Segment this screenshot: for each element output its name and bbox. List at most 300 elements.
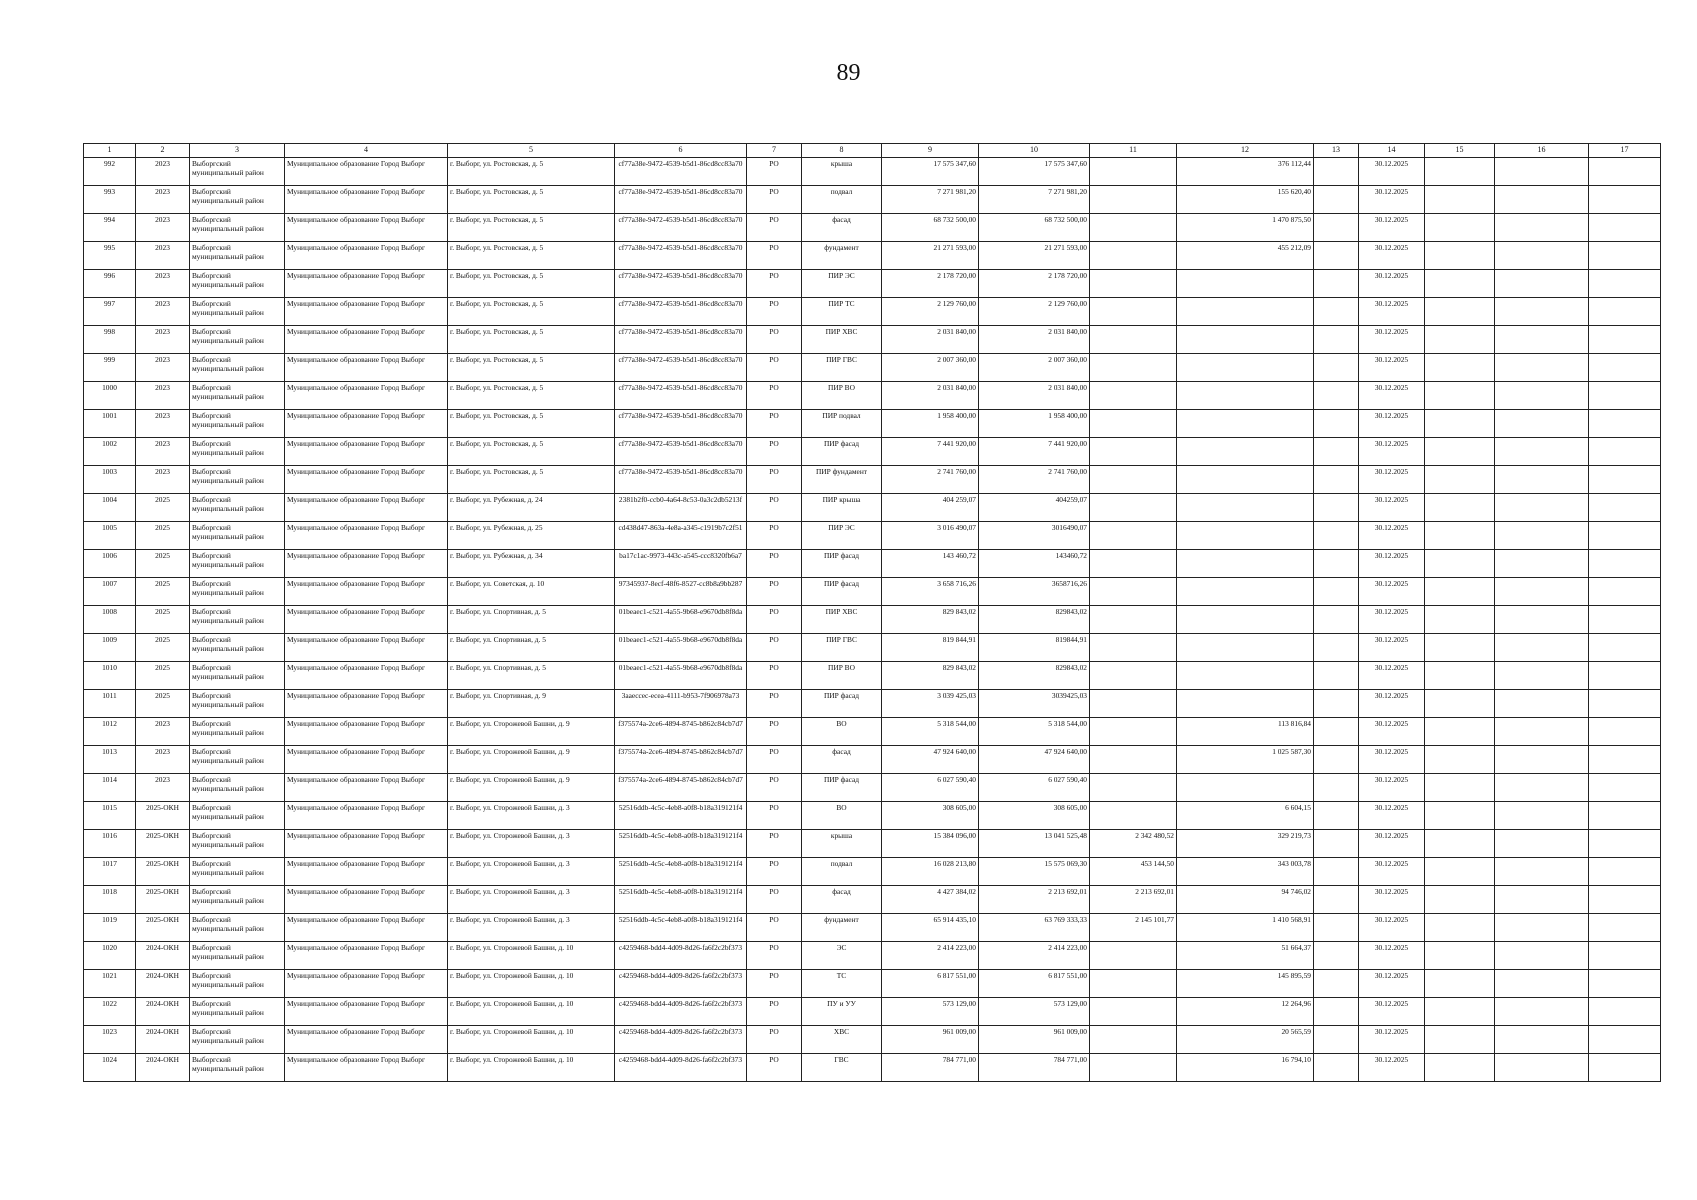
cell-col-16 bbox=[1495, 466, 1589, 494]
cell-col-7: РО bbox=[747, 354, 802, 382]
cell-col-6: 01beaec1-c521-4a55-9b68-e9670db8f8da bbox=[615, 662, 747, 690]
cell-col-16 bbox=[1495, 158, 1589, 186]
cell-col-16 bbox=[1495, 914, 1589, 942]
cell-col-8: фундамент bbox=[802, 242, 882, 270]
cell-col-4: Муниципальное образование Город Выборг bbox=[285, 578, 448, 606]
cell-col-8: ПУ и УУ bbox=[802, 998, 882, 1026]
column-header-17: 17 bbox=[1589, 144, 1661, 158]
cell-col-12 bbox=[1177, 270, 1314, 298]
cell-col-2: 2023 bbox=[136, 270, 190, 298]
cell-col-12 bbox=[1177, 690, 1314, 718]
cell-col-4: Муниципальное образование Город Выборг bbox=[285, 718, 448, 746]
cell-col-9: 21 271 593,00 bbox=[882, 242, 979, 270]
cell-col-17 bbox=[1589, 830, 1661, 858]
cell-col-15 bbox=[1425, 1026, 1495, 1054]
cell-col-6: 52516ddb-4c5c-4eb8-a0f8-b18a319121f4 bbox=[615, 830, 747, 858]
cell-col-16 bbox=[1495, 242, 1589, 270]
cell-col-2: 2025-ОКН bbox=[136, 830, 190, 858]
cell-col-2: 2023 bbox=[136, 438, 190, 466]
cell-col-15 bbox=[1425, 830, 1495, 858]
cell-col-8: ПИР ЭС bbox=[802, 270, 882, 298]
cell-col-6: cf77a38e-9472-4539-b5d1-86cd8cc83a70 bbox=[615, 298, 747, 326]
cell-col-10: 68 732 500,00 bbox=[979, 214, 1090, 242]
cell-col-1: 1018 bbox=[84, 886, 136, 914]
cell-col-14: 30.12.2025 bbox=[1359, 886, 1425, 914]
table-row bbox=[84, 914, 1661, 942]
cell-col-17 bbox=[1589, 774, 1661, 802]
cell-col-4: Муниципальное образование Город Выборг bbox=[285, 270, 448, 298]
cell-col-13 bbox=[1314, 354, 1359, 382]
table-row bbox=[84, 718, 1661, 746]
cell-col-10: 784 771,00 bbox=[979, 1054, 1090, 1082]
cell-col-7: РО bbox=[747, 718, 802, 746]
cell-col-15 bbox=[1425, 466, 1495, 494]
cell-col-14: 30.12.2025 bbox=[1359, 438, 1425, 466]
cell-col-15 bbox=[1425, 242, 1495, 270]
cell-col-1: 992 bbox=[84, 158, 136, 186]
cell-col-2: 2024-ОКН bbox=[136, 998, 190, 1026]
cell-col-1: 1022 bbox=[84, 998, 136, 1026]
cell-col-1: 1024 bbox=[84, 1054, 136, 1082]
cell-col-1: 1020 bbox=[84, 942, 136, 970]
cell-col-5: г. Выборг, ул. Ростовская, д. 5 bbox=[448, 326, 615, 354]
table-row bbox=[84, 634, 1661, 662]
cell-col-3: Выборгский муниципальный район bbox=[190, 774, 285, 802]
cell-col-9: 65 914 435,10 bbox=[882, 914, 979, 942]
cell-col-4: Муниципальное образование Город Выборг bbox=[285, 802, 448, 830]
cell-col-3: Выборгский муниципальный район bbox=[190, 298, 285, 326]
cell-col-4: Муниципальное образование Город Выборг bbox=[285, 970, 448, 998]
cell-col-9: 17 575 347,60 bbox=[882, 158, 979, 186]
cell-col-14: 30.12.2025 bbox=[1359, 914, 1425, 942]
cell-col-4: Муниципальное образование Город Выборг bbox=[285, 746, 448, 774]
cell-col-15 bbox=[1425, 690, 1495, 718]
cell-col-13 bbox=[1314, 522, 1359, 550]
cell-col-4: Муниципальное образование Город Выборг bbox=[285, 158, 448, 186]
cell-col-8: ВО bbox=[802, 802, 882, 830]
cell-col-2: 2023 bbox=[136, 354, 190, 382]
cell-col-7: РО bbox=[747, 662, 802, 690]
cell-col-4: Муниципальное образование Город Выборг bbox=[285, 662, 448, 690]
cell-col-16 bbox=[1495, 382, 1589, 410]
cell-col-2: 2025 bbox=[136, 634, 190, 662]
cell-col-10: 3658716,26 bbox=[979, 578, 1090, 606]
cell-col-8: подвал bbox=[802, 186, 882, 214]
cell-col-17 bbox=[1589, 186, 1661, 214]
cell-col-6: c4259468-bdd4-4d09-8d26-fa6f2c2bf373 bbox=[615, 1026, 747, 1054]
cell-col-1: 1023 bbox=[84, 1026, 136, 1054]
cell-col-4: Муниципальное образование Город Выборг bbox=[285, 242, 448, 270]
cell-col-12 bbox=[1177, 578, 1314, 606]
cell-col-8: фасад bbox=[802, 746, 882, 774]
cell-col-14: 30.12.2025 bbox=[1359, 858, 1425, 886]
cell-col-16 bbox=[1495, 578, 1589, 606]
cell-col-14: 30.12.2025 bbox=[1359, 1054, 1425, 1082]
cell-col-2: 2023 bbox=[136, 326, 190, 354]
cell-col-8: ПИР фасад bbox=[802, 578, 882, 606]
cell-col-9: 15 384 096,00 bbox=[882, 830, 979, 858]
cell-col-16 bbox=[1495, 438, 1589, 466]
cell-col-1: 1003 bbox=[84, 466, 136, 494]
cell-col-14: 30.12.2025 bbox=[1359, 830, 1425, 858]
cell-col-3: Выборгский муниципальный район bbox=[190, 634, 285, 662]
cell-col-4: Муниципальное образование Город Выборг bbox=[285, 354, 448, 382]
cell-col-8: ВО bbox=[802, 718, 882, 746]
cell-col-15 bbox=[1425, 186, 1495, 214]
cell-col-4: Муниципальное образование Город Выборг bbox=[285, 690, 448, 718]
cell-col-6: c4259468-bdd4-4d09-8d26-fa6f2c2bf373 bbox=[615, 998, 747, 1026]
cell-col-15 bbox=[1425, 886, 1495, 914]
cell-col-8: ПИР фундамент bbox=[802, 466, 882, 494]
cell-col-9: 2 129 760,00 bbox=[882, 298, 979, 326]
cell-col-14: 30.12.2025 bbox=[1359, 410, 1425, 438]
cell-col-4: Муниципальное образование Город Выборг bbox=[285, 186, 448, 214]
cell-col-10: 7 441 920,00 bbox=[979, 438, 1090, 466]
cell-col-2: 2023 bbox=[136, 298, 190, 326]
cell-col-1: 1016 bbox=[84, 830, 136, 858]
cell-col-2: 2025 bbox=[136, 522, 190, 550]
cell-col-14: 30.12.2025 bbox=[1359, 774, 1425, 802]
cell-col-17 bbox=[1589, 746, 1661, 774]
cell-col-15 bbox=[1425, 998, 1495, 1026]
cell-col-13 bbox=[1314, 242, 1359, 270]
table-row bbox=[84, 494, 1661, 522]
cell-col-17 bbox=[1589, 382, 1661, 410]
cell-col-16 bbox=[1495, 550, 1589, 578]
cell-col-10: 7 271 981,20 bbox=[979, 186, 1090, 214]
cell-col-10: 819844,91 bbox=[979, 634, 1090, 662]
cell-col-9: 819 844,91 bbox=[882, 634, 979, 662]
cell-col-3: Выборгский муниципальный район bbox=[190, 550, 285, 578]
cell-col-10: 1 958 400,00 bbox=[979, 410, 1090, 438]
cell-col-13 bbox=[1314, 578, 1359, 606]
column-header-14: 14 bbox=[1359, 144, 1425, 158]
cell-col-14: 30.12.2025 bbox=[1359, 270, 1425, 298]
cell-col-13 bbox=[1314, 942, 1359, 970]
cell-col-12 bbox=[1177, 774, 1314, 802]
cell-col-6: c4259468-bdd4-4d09-8d26-fa6f2c2bf373 bbox=[615, 1054, 747, 1082]
cell-col-9: 829 843,02 bbox=[882, 662, 979, 690]
column-header-4: 4 bbox=[285, 144, 448, 158]
cell-col-1: 994 bbox=[84, 214, 136, 242]
cell-col-13 bbox=[1314, 662, 1359, 690]
cell-col-12: 51 664,37 bbox=[1177, 942, 1314, 970]
table-row bbox=[84, 354, 1661, 382]
cell-col-4: Муниципальное образование Город Выборг bbox=[285, 438, 448, 466]
cell-col-15 bbox=[1425, 214, 1495, 242]
cell-col-12: 1 470 875,50 bbox=[1177, 214, 1314, 242]
cell-col-14: 30.12.2025 bbox=[1359, 606, 1425, 634]
cell-col-4: Муниципальное образование Город Выборг bbox=[285, 774, 448, 802]
cell-col-11 bbox=[1090, 214, 1177, 242]
cell-col-15 bbox=[1425, 382, 1495, 410]
cell-col-15 bbox=[1425, 718, 1495, 746]
cell-col-12 bbox=[1177, 634, 1314, 662]
column-header-10: 10 bbox=[979, 144, 1090, 158]
cell-col-11 bbox=[1090, 746, 1177, 774]
cell-col-6: 01beaec1-c521-4a55-9b68-e9670db8f8da bbox=[615, 606, 747, 634]
cell-col-3: Выборгский муниципальный район bbox=[190, 830, 285, 858]
cell-col-11 bbox=[1090, 550, 1177, 578]
cell-col-16 bbox=[1495, 410, 1589, 438]
cell-col-13 bbox=[1314, 1026, 1359, 1054]
cell-col-8: ЭС bbox=[802, 942, 882, 970]
cell-col-2: 2023 bbox=[136, 746, 190, 774]
cell-col-13 bbox=[1314, 998, 1359, 1026]
table-row bbox=[84, 550, 1661, 578]
cell-col-12 bbox=[1177, 410, 1314, 438]
cell-col-16 bbox=[1495, 886, 1589, 914]
cell-col-16 bbox=[1495, 354, 1589, 382]
cell-col-12: 145 895,59 bbox=[1177, 970, 1314, 998]
cell-col-11 bbox=[1090, 1026, 1177, 1054]
cell-col-10: 2 213 692,01 bbox=[979, 886, 1090, 914]
cell-col-3: Выборгский муниципальный район bbox=[190, 662, 285, 690]
cell-col-8: фасад bbox=[802, 886, 882, 914]
cell-col-17 bbox=[1589, 354, 1661, 382]
cell-col-7: РО bbox=[747, 606, 802, 634]
column-header-15: 15 bbox=[1425, 144, 1495, 158]
cell-col-2: 2023 bbox=[136, 718, 190, 746]
cell-col-13 bbox=[1314, 718, 1359, 746]
cell-col-10: 5 318 544,00 bbox=[979, 718, 1090, 746]
cell-col-1: 1011 bbox=[84, 690, 136, 718]
cell-col-7: РО bbox=[747, 522, 802, 550]
table-row bbox=[84, 746, 1661, 774]
cell-col-2: 2025 bbox=[136, 550, 190, 578]
cell-col-17 bbox=[1589, 242, 1661, 270]
cell-col-14: 30.12.2025 bbox=[1359, 802, 1425, 830]
cell-col-13 bbox=[1314, 326, 1359, 354]
cell-col-11 bbox=[1090, 326, 1177, 354]
table-row bbox=[84, 662, 1661, 690]
cell-col-4: Муниципальное образование Город Выборг bbox=[285, 410, 448, 438]
table-row bbox=[84, 410, 1661, 438]
cell-col-15 bbox=[1425, 774, 1495, 802]
cell-col-16 bbox=[1495, 270, 1589, 298]
cell-col-7: РО bbox=[747, 410, 802, 438]
cell-col-10: 143460,72 bbox=[979, 550, 1090, 578]
column-header-2: 2 bbox=[136, 144, 190, 158]
cell-col-11 bbox=[1090, 466, 1177, 494]
table-row bbox=[84, 970, 1661, 998]
cell-col-1: 1014 bbox=[84, 774, 136, 802]
cell-col-12: 1 025 587,30 bbox=[1177, 746, 1314, 774]
cell-col-7: РО bbox=[747, 1026, 802, 1054]
cell-col-9: 6 027 590,40 bbox=[882, 774, 979, 802]
cell-col-13 bbox=[1314, 214, 1359, 242]
cell-col-7: РО bbox=[747, 634, 802, 662]
cell-col-5: г. Выборг, ул. Сторожевой Башни, д. 9 bbox=[448, 746, 615, 774]
cell-col-13 bbox=[1314, 970, 1359, 998]
cell-col-9: 2 031 840,00 bbox=[882, 326, 979, 354]
column-header-12: 12 bbox=[1177, 144, 1314, 158]
cell-col-1: 1013 bbox=[84, 746, 136, 774]
cell-col-17 bbox=[1589, 998, 1661, 1026]
cell-col-4: Муниципальное образование Город Выборг bbox=[285, 914, 448, 942]
cell-col-8: ПИР фасад bbox=[802, 550, 882, 578]
cell-col-3: Выборгский муниципальный район bbox=[190, 942, 285, 970]
cell-col-4: Муниципальное образование Город Выборг bbox=[285, 522, 448, 550]
cell-col-6: 01beaec1-c521-4a55-9b68-e9670db8f8da bbox=[615, 634, 747, 662]
cell-col-17 bbox=[1589, 606, 1661, 634]
cell-col-4: Муниципальное образование Город Выборг bbox=[285, 214, 448, 242]
cell-col-3: Выборгский муниципальный район bbox=[190, 158, 285, 186]
cell-col-3: Выборгский муниципальный район bbox=[190, 186, 285, 214]
cell-col-3: Выборгский муниципальный район bbox=[190, 970, 285, 998]
cell-col-4: Муниципальное образование Город Выборг bbox=[285, 998, 448, 1026]
cell-col-10: 21 271 593,00 bbox=[979, 242, 1090, 270]
cell-col-3: Выборгский муниципальный район bbox=[190, 886, 285, 914]
cell-col-2: 2023 bbox=[136, 186, 190, 214]
cell-col-6: 52516ddb-4c5c-4eb8-a0f8-b18a319121f4 bbox=[615, 858, 747, 886]
cell-col-2: 2023 bbox=[136, 158, 190, 186]
cell-col-3: Выборгский муниципальный район bbox=[190, 438, 285, 466]
cell-col-10: 829843,02 bbox=[979, 662, 1090, 690]
cell-col-17 bbox=[1589, 886, 1661, 914]
cell-col-1: 1021 bbox=[84, 970, 136, 998]
cell-col-14: 30.12.2025 bbox=[1359, 158, 1425, 186]
cell-col-12 bbox=[1177, 522, 1314, 550]
cell-col-2: 2025 bbox=[136, 606, 190, 634]
cell-col-1: 1005 bbox=[84, 522, 136, 550]
cell-col-9: 2 031 840,00 bbox=[882, 382, 979, 410]
cell-col-3: Выборгский муниципальный район bbox=[190, 466, 285, 494]
cell-col-10: 2 031 840,00 bbox=[979, 382, 1090, 410]
cell-col-10: 829843,02 bbox=[979, 606, 1090, 634]
cell-col-4: Муниципальное образование Город Выборг bbox=[285, 382, 448, 410]
cell-col-3: Выборгский муниципальный район bbox=[190, 410, 285, 438]
cell-col-5: г. Выборг, ул. Ростовская, д. 5 bbox=[448, 298, 615, 326]
cell-col-9: 573 129,00 bbox=[882, 998, 979, 1026]
cell-col-11 bbox=[1090, 158, 1177, 186]
cell-col-8: крыша bbox=[802, 830, 882, 858]
cell-col-12: 12 264,96 bbox=[1177, 998, 1314, 1026]
cell-col-16 bbox=[1495, 774, 1589, 802]
cell-col-2: 2025-ОКН bbox=[136, 914, 190, 942]
cell-col-13 bbox=[1314, 634, 1359, 662]
cell-col-14: 30.12.2025 bbox=[1359, 354, 1425, 382]
cell-col-15 bbox=[1425, 550, 1495, 578]
cell-col-5: г. Выборг, ул. Сторожевой Башни, д. 10 bbox=[448, 998, 615, 1026]
cell-col-4: Муниципальное образование Город Выборг bbox=[285, 326, 448, 354]
cell-col-9: 47 924 640,00 bbox=[882, 746, 979, 774]
cell-col-8: ПИР ХВС bbox=[802, 606, 882, 634]
cell-col-16 bbox=[1495, 606, 1589, 634]
cell-col-12: 113 816,84 bbox=[1177, 718, 1314, 746]
cell-col-13 bbox=[1314, 410, 1359, 438]
table-row bbox=[84, 438, 1661, 466]
cell-col-5: г. Выборг, ул. Ростовская, д. 5 bbox=[448, 242, 615, 270]
cell-col-5: г. Выборг, ул. Рубежная, д. 34 bbox=[448, 550, 615, 578]
cell-col-10: 2 178 720,00 bbox=[979, 270, 1090, 298]
cell-col-16 bbox=[1495, 830, 1589, 858]
cell-col-14: 30.12.2025 bbox=[1359, 494, 1425, 522]
cell-col-16 bbox=[1495, 942, 1589, 970]
cell-col-12 bbox=[1177, 354, 1314, 382]
cell-col-7: РО bbox=[747, 1054, 802, 1082]
table-row bbox=[84, 186, 1661, 214]
cell-col-15 bbox=[1425, 326, 1495, 354]
cell-col-9: 404 259,07 bbox=[882, 494, 979, 522]
cell-col-6: 3aaeccec-ecea-4111-b953-7f906978a73 bbox=[615, 690, 747, 718]
cell-col-3: Выборгский муниципальный район bbox=[190, 746, 285, 774]
cell-col-17 bbox=[1589, 214, 1661, 242]
cell-col-8: ПИР ЭС bbox=[802, 522, 882, 550]
cell-col-5: г. Выборг, ул. Спортивная, д. 9 bbox=[448, 690, 615, 718]
cell-col-1: 1007 bbox=[84, 578, 136, 606]
cell-col-6: ba17c1ac-9973-443c-a545-ccc8320fb6a7 bbox=[615, 550, 747, 578]
cell-col-11 bbox=[1090, 606, 1177, 634]
cell-col-4: Муниципальное образование Город Выборг bbox=[285, 298, 448, 326]
cell-col-12 bbox=[1177, 606, 1314, 634]
cell-col-17 bbox=[1589, 718, 1661, 746]
cell-col-17 bbox=[1589, 802, 1661, 830]
cell-col-1: 1004 bbox=[84, 494, 136, 522]
table-row bbox=[84, 298, 1661, 326]
cell-col-6: cf77a38e-9472-4539-b5d1-86cd8cc83a70 bbox=[615, 354, 747, 382]
cell-col-2: 2023 bbox=[136, 410, 190, 438]
cell-col-3: Выборгский муниципальный район bbox=[190, 326, 285, 354]
cell-col-6: f375574a-2ce6-4894-8745-b862c84cb7d7 bbox=[615, 774, 747, 802]
cell-col-5: г. Выборг, ул. Спортивная, д. 5 bbox=[448, 606, 615, 634]
cell-col-3: Выборгский муниципальный район bbox=[190, 242, 285, 270]
cell-col-2: 2023 bbox=[136, 466, 190, 494]
cell-col-12 bbox=[1177, 298, 1314, 326]
cell-col-7: РО bbox=[747, 270, 802, 298]
cell-col-10: 3039425,03 bbox=[979, 690, 1090, 718]
cell-col-2: 2025 bbox=[136, 494, 190, 522]
cell-col-8: ПИР ХВС bbox=[802, 326, 882, 354]
cell-col-14: 30.12.2025 bbox=[1359, 466, 1425, 494]
cell-col-10: 2 741 760,00 bbox=[979, 466, 1090, 494]
cell-col-1: 997 bbox=[84, 298, 136, 326]
cell-col-3: Выборгский муниципальный район bbox=[190, 494, 285, 522]
cell-col-8: ПИР фасад bbox=[802, 438, 882, 466]
cell-col-11 bbox=[1090, 242, 1177, 270]
cell-col-6: cd438d47-863a-4e8a-a345-c1919b7c2f51 bbox=[615, 522, 747, 550]
cell-col-13 bbox=[1314, 606, 1359, 634]
cell-col-6: cf77a38e-9472-4539-b5d1-86cd8cc83a70 bbox=[615, 438, 747, 466]
cell-col-7: РО bbox=[747, 970, 802, 998]
cell-col-5: г. Выборг, ул. Ростовская, д. 5 bbox=[448, 410, 615, 438]
register-table bbox=[83, 143, 1661, 1082]
cell-col-7: РО bbox=[747, 886, 802, 914]
column-header-7: 7 bbox=[747, 144, 802, 158]
cell-col-13 bbox=[1314, 298, 1359, 326]
cell-col-11 bbox=[1090, 494, 1177, 522]
cell-col-8: ПИР ГВС bbox=[802, 634, 882, 662]
cell-col-10: 2 129 760,00 bbox=[979, 298, 1090, 326]
cell-col-17 bbox=[1589, 1054, 1661, 1082]
cell-col-9: 7 441 920,00 bbox=[882, 438, 979, 466]
cell-col-10: 2 007 360,00 bbox=[979, 354, 1090, 382]
cell-col-12 bbox=[1177, 438, 1314, 466]
cell-col-11 bbox=[1090, 718, 1177, 746]
cell-col-8: ПИР ТС bbox=[802, 298, 882, 326]
cell-col-12 bbox=[1177, 466, 1314, 494]
cell-col-2: 2025 bbox=[136, 578, 190, 606]
cell-col-11 bbox=[1090, 942, 1177, 970]
cell-col-16 bbox=[1495, 1026, 1589, 1054]
table-row bbox=[84, 858, 1661, 886]
cell-col-14: 30.12.2025 bbox=[1359, 634, 1425, 662]
cell-col-11 bbox=[1090, 998, 1177, 1026]
cell-col-5: г. Выборг, ул. Рубежная, д. 25 bbox=[448, 522, 615, 550]
cell-col-3: Выборгский муниципальный район bbox=[190, 690, 285, 718]
cell-col-15 bbox=[1425, 438, 1495, 466]
cell-col-5: г. Выборг, ул. Рубежная, д. 24 bbox=[448, 494, 615, 522]
